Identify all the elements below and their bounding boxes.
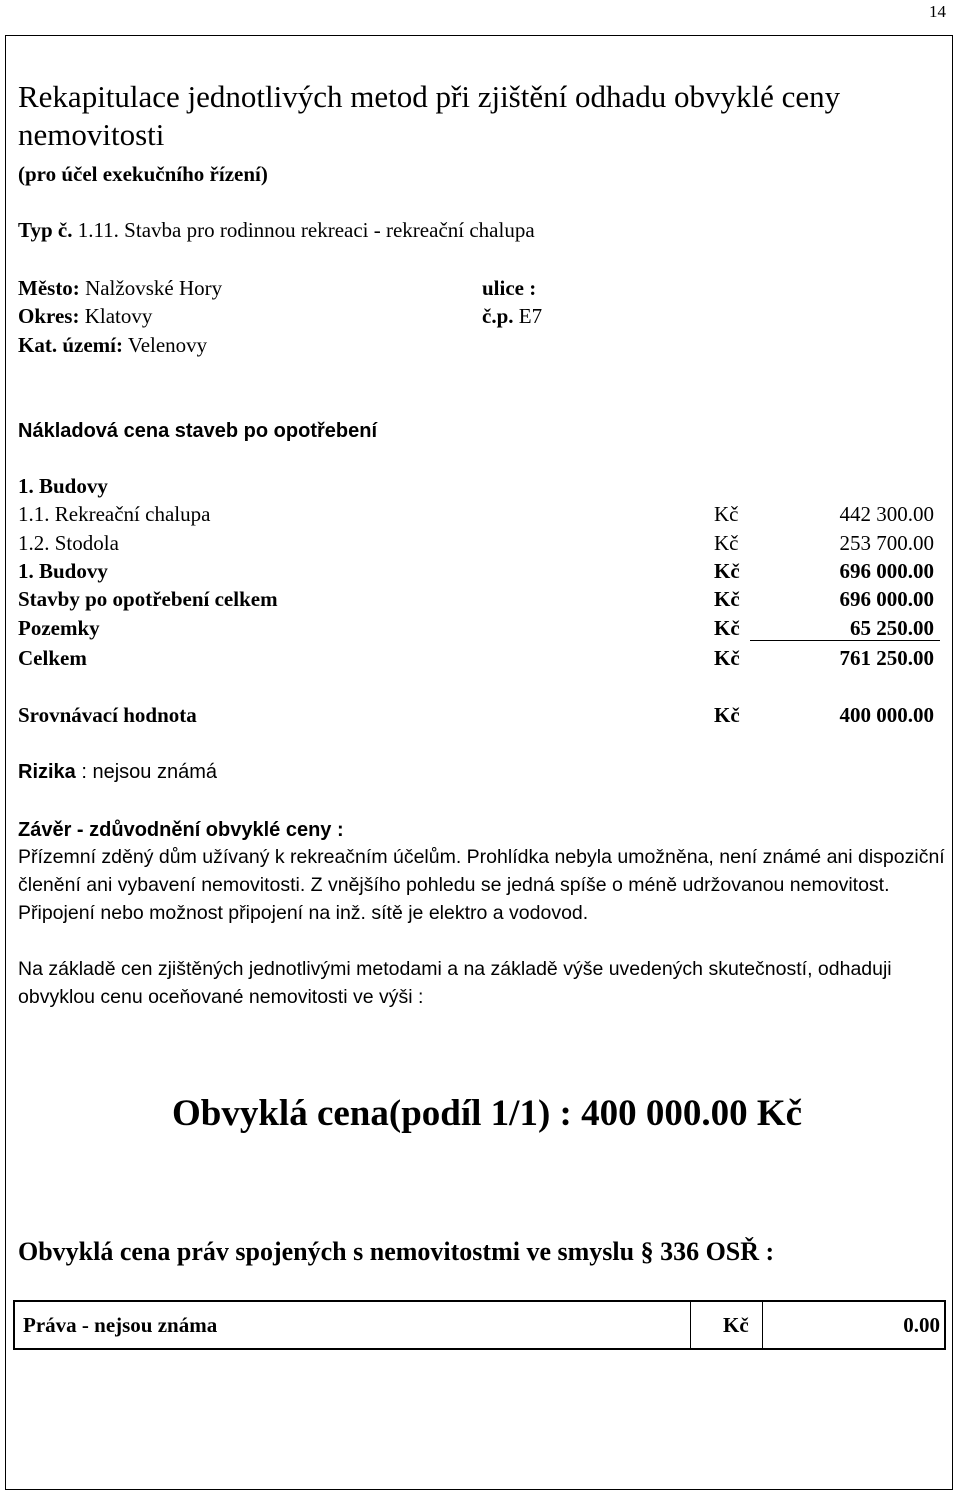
rights-label: Práva - nejsou známa (15, 1302, 691, 1348)
cost-row-celkem (18, 644, 934, 672)
page-subtitle: (pro účel exekučního řízení) (18, 162, 268, 186)
cost-row-currency: Kč (714, 502, 739, 526)
rights-heading: Obvyklá cena práv spojených s nemovitostmi ve smyslu § 336 OSŘ : (18, 1237, 775, 1266)
cost-row-label: Pozemky (18, 616, 100, 640)
cost-row-amount: 696 000.00 (839, 587, 934, 611)
cost-row-pozemky (18, 614, 934, 642)
comparison-row (18, 701, 934, 729)
page-title: Rekapitulace jednotlivých metod při zjištění odhadu obvyklé ceny nemovitosti (18, 79, 841, 152)
cost-row-currency: Kč (714, 616, 740, 640)
katuzemi-value: Velenovy (127, 333, 208, 357)
cost-row-stodola (18, 529, 934, 557)
cost-row-label: Stavby po opotřebení celkem (18, 587, 278, 611)
cost-row-currency: Kč (714, 559, 740, 583)
cost-row-amount: 65 250.00 (850, 616, 934, 640)
cost-row-label: 1.1. Rekreační chalupa (18, 502, 211, 526)
cost-row-chalupa (18, 500, 934, 528)
ulice-label: ulice : (482, 276, 537, 300)
risks-value: : nejsou známá (81, 761, 218, 783)
okres-label: Okres: (18, 304, 80, 328)
cost-row-label: Celkem (18, 646, 87, 670)
final-price: Obvyklá cena(podíl 1/1) : 400 000.00 Kč (172, 1093, 803, 1134)
cost-row-label: 1.2. Stodola (18, 531, 119, 555)
cost-row-stavby-celkem (18, 585, 934, 613)
mesto-label: Město: (18, 276, 80, 300)
rights-table (13, 1300, 946, 1350)
budovy-heading: 1. Budovy (18, 474, 108, 498)
risks-line (18, 758, 217, 786)
cost-row-amount: 442 300.00 (839, 502, 934, 526)
cost-heading: Nákladová cena staveb po opotřebení (18, 420, 377, 442)
katuzemi-line (18, 331, 207, 359)
cp-label: č.p. (482, 304, 514, 328)
comparison-amount: 400 000.00 (839, 703, 934, 727)
conclusion-heading: Závěr - zdůvodnění obvyklé ceny : (18, 819, 344, 841)
cp-line (482, 302, 542, 330)
mesto-value: Nalžovské Hory (85, 276, 223, 300)
cost-row-amount: 761 250.00 (839, 646, 934, 670)
cost-row-budovy-total (18, 557, 934, 585)
cost-row-currency: Kč (714, 646, 740, 670)
katuzemi-label: Kat. území: (18, 333, 123, 357)
cost-row-amount: 696 000.00 (839, 559, 934, 583)
page-number: 14 (929, 2, 946, 21)
cp-value: E7 (518, 304, 543, 328)
typ-value: 1.11. Stavba pro rodinnou rekreaci - rekreační chalupa (77, 218, 535, 242)
comparison-label: Srovnávací hodnota (18, 703, 197, 727)
sum-underline (750, 640, 940, 641)
ulice-line (482, 274, 536, 302)
rights-amount: 0.00 (903, 1312, 940, 1337)
rights-currency: Kč (691, 1302, 763, 1348)
okres-line (18, 302, 152, 330)
conclusion-text: Přízemní zděný dům užívaný k rekreačním účelům. Prohlídka nebyla umožněna, není známé ani dispoziční členění ani vybavení nemovitosti. Z vnějšího pohledu se jedná spíše o méně udržovanou nemovitost. Připojení nebo možnost připojení na inž. sítě je elektro a vodovod. (18, 846, 945, 924)
cost-row-currency: Kč (714, 587, 740, 611)
mesto-line (18, 274, 222, 302)
typ-label: Typ č. (18, 218, 73, 242)
cost-row-amount: 253 700.00 (839, 531, 934, 555)
typ-line (18, 216, 535, 244)
cost-row-label: 1. Budovy (18, 559, 108, 583)
risks-label: Rizika (18, 761, 76, 783)
comparison-currency: Kč (714, 703, 740, 727)
okres-value: Klatovy (84, 304, 153, 328)
cost-row-currency: Kč (714, 531, 739, 555)
conclusion-summary: Na základě cen zjištěných jednotlivými metodami a na základě výše uvedených skutečností, odhaduji obvyklou cenu oceňované nemovitosti ve výši : (18, 958, 892, 1008)
